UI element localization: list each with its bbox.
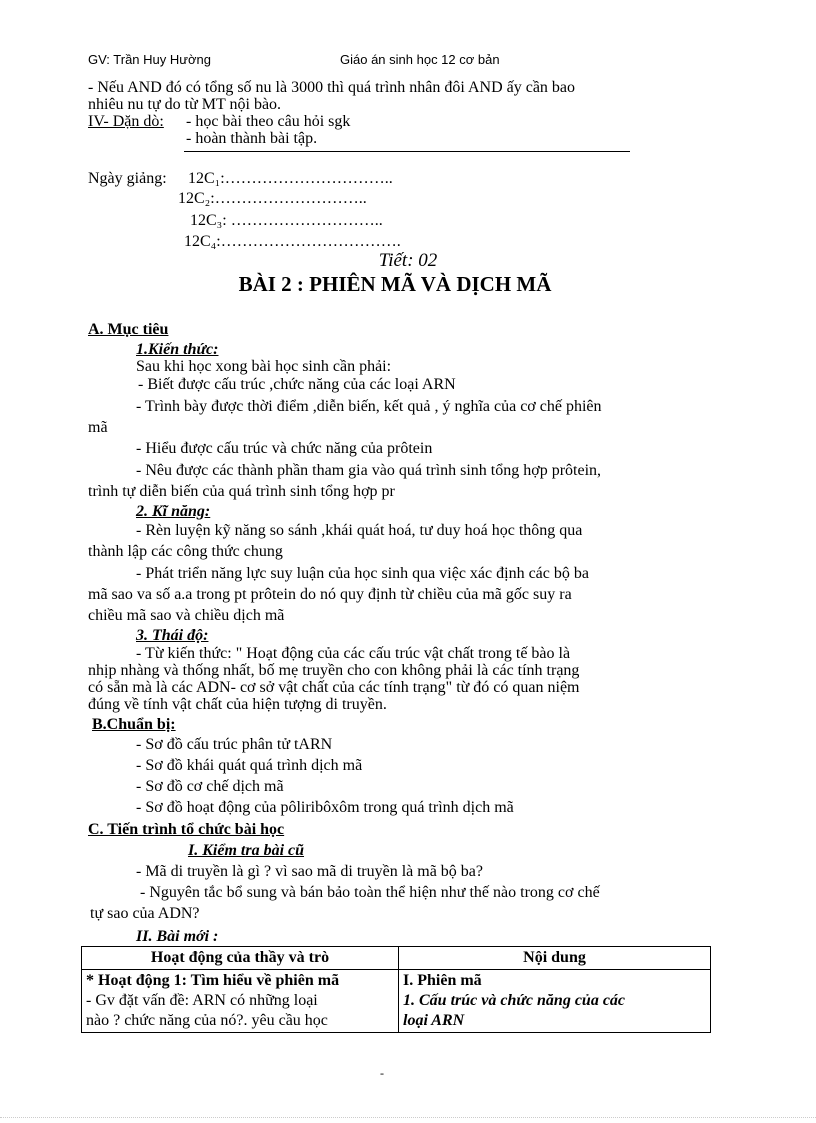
activity-1-title: * Hoạt động 1: Tìm hiểu về phiên mã [86,972,340,989]
lesson-activity-table [81,946,711,1033]
attitude-line-4: đúng về tính vật chất của hiện tượng di truyền. [88,696,387,713]
section-b-heading: B.Chuẩn bị: [92,716,176,733]
skills-point-1: - Rèn luyện kỹ năng so sánh ,khái quát hoá, tư duy hoá học thông qua [136,522,583,539]
table-header-row [82,947,711,970]
header-subject: Giáo án sinh học 12 cơ bản [340,52,500,67]
schedule-row-4: 12C₄:……………………………. [184,233,401,250]
table-header-activities: Hoạt động của thầy và trò [82,947,399,970]
schedule-label: Ngày giảng: [88,170,167,187]
knowledge-point-2-cont: mã [88,419,108,436]
homework-item-1: - học bài theo câu hỏi sgk [186,113,351,130]
table-cell-content [399,970,711,1033]
check-old-lesson-heading: I. Kiểm tra bài cũ [188,842,305,859]
lesson-title: BÀI 2 : PHIÊN MÃ VÀ DỊCH MÃ [238,272,552,296]
knowledge-point-4: - Nêu được các thành phần tham gia vào quá trình sinh tổng hợp prôtein, [136,462,602,479]
check-question-2: - Nguyên tắc bổ sung và bán bảo toàn thể hiện như thế nào trong cơ chế [140,884,600,901]
table-cell-activities [82,970,399,1033]
prep-item-1: - Sơ đồ cấu trúc phân tử tARN [136,736,333,753]
prep-item-4: - Sơ đồ hoạt động của pôliribôxôm trong quá trình dịch mã [136,799,514,816]
skills-point-2: - Phát triển năng lực suy luận của học sinh qua việc xác định các bộ ba [136,565,589,582]
knowledge-point-2: - Trình bày được thời điểm ,diễn biến, kết quả , ý nghĩa của cơ chế phiên [136,398,602,415]
check-question-2-cont: tự sao của ADN? [90,905,200,922]
content-subheading-cont: loại ARN [403,1012,465,1029]
attitude-line-1: - Từ kiến thức: " Hoạt động của các cấu trúc vật chất trong tế bào là [136,645,571,662]
content-heading: I. Phiên mã [403,972,482,989]
section-iv-heading [88,113,164,131]
schedule-row-2: 12C₂:……………………….. [178,190,367,207]
page-bottom-edge [0,1117,816,1118]
new-lesson-heading: II. Bài mới : [136,928,219,945]
schedule-row-1: 12C₁:………………………….. [188,170,393,187]
divider-line [184,151,630,152]
section-iv-label: IV- Dặn dò: [88,113,164,130]
prev-line-2: nhiêu nu tự do từ MT nội bào. [88,96,282,113]
skills-point-2-cont-1: mã sao va số a.a trong pt prôtein do nó quy định từ chiều của mã gốc suy ra [88,586,572,603]
knowledge-point-4-cont: trình tự diễn biến của quá trình sinh tổng hợp pr [88,483,395,500]
prep-item-2: - Sơ đồ khái quát quá trình dịch mã [136,757,363,774]
skills-point-1-cont: thành lập các công thức chung [88,543,283,560]
prev-line-1: - Nếu AND đó có tổng số nu là 3000 thì quá trình nhân đôi AND ấy cần bao [88,79,576,96]
prep-item-3: - Sơ đồ cơ chế dịch mã [136,778,284,795]
knowledge-intro: Sau khi học xong bài học sinh cần phải: [136,358,392,375]
footer-mark: - [380,1066,384,1080]
knowledge-point-1: - Biết được cấu trúc ,chức năng của các loại ARN [138,376,456,393]
homework-item-2: - hoàn thành bài tập. [186,130,318,147]
table-header-content: Nội dung [399,947,711,970]
section-a-heading: A. Mục tiêu [88,321,169,338]
header-teacher: GV: Trần Huy Hường [88,52,211,67]
activity-1-line-3: nào ? chức năng của nó?. yêu cầu học [86,1012,328,1029]
knowledge-point-3: - Hiểu được cấu trúc và chức năng của prôtein [136,440,433,457]
skills-point-2-cont-2: chiều mã sao và chiều dịch mã [88,607,285,624]
content-subheading: 1. Cấu trúc và chức năng của các [403,992,626,1009]
table-row [82,970,711,1033]
schedule-row-3: 12C₃: ……………………….. [190,212,383,229]
attitude-line-3: có sẵn mà là các ADN- cơ sở vật chất của các tính trạng" từ đó có quan niệm [88,679,580,696]
activity-1-line-2: - Gv đặt vấn đề: ARN có những loại [86,992,318,1009]
attitude-heading: 3. Thái độ: [136,627,209,644]
knowledge-heading: 1.Kiến thức: [136,341,219,358]
skills-heading: 2. Kĩ năng: [136,503,211,520]
lesson-period: Tiết: 02 [378,250,438,271]
attitude-line-2: nhịp nhàng và thống nhất, bố mẹ truyền cho con không phải là các tính trạng [88,662,580,679]
section-c-heading: C. Tiến trình tổ chức bài học [88,821,285,838]
check-question-1: - Mã di truyền là gì ? vì sao mã di truyền là mã bộ ba? [136,863,484,880]
